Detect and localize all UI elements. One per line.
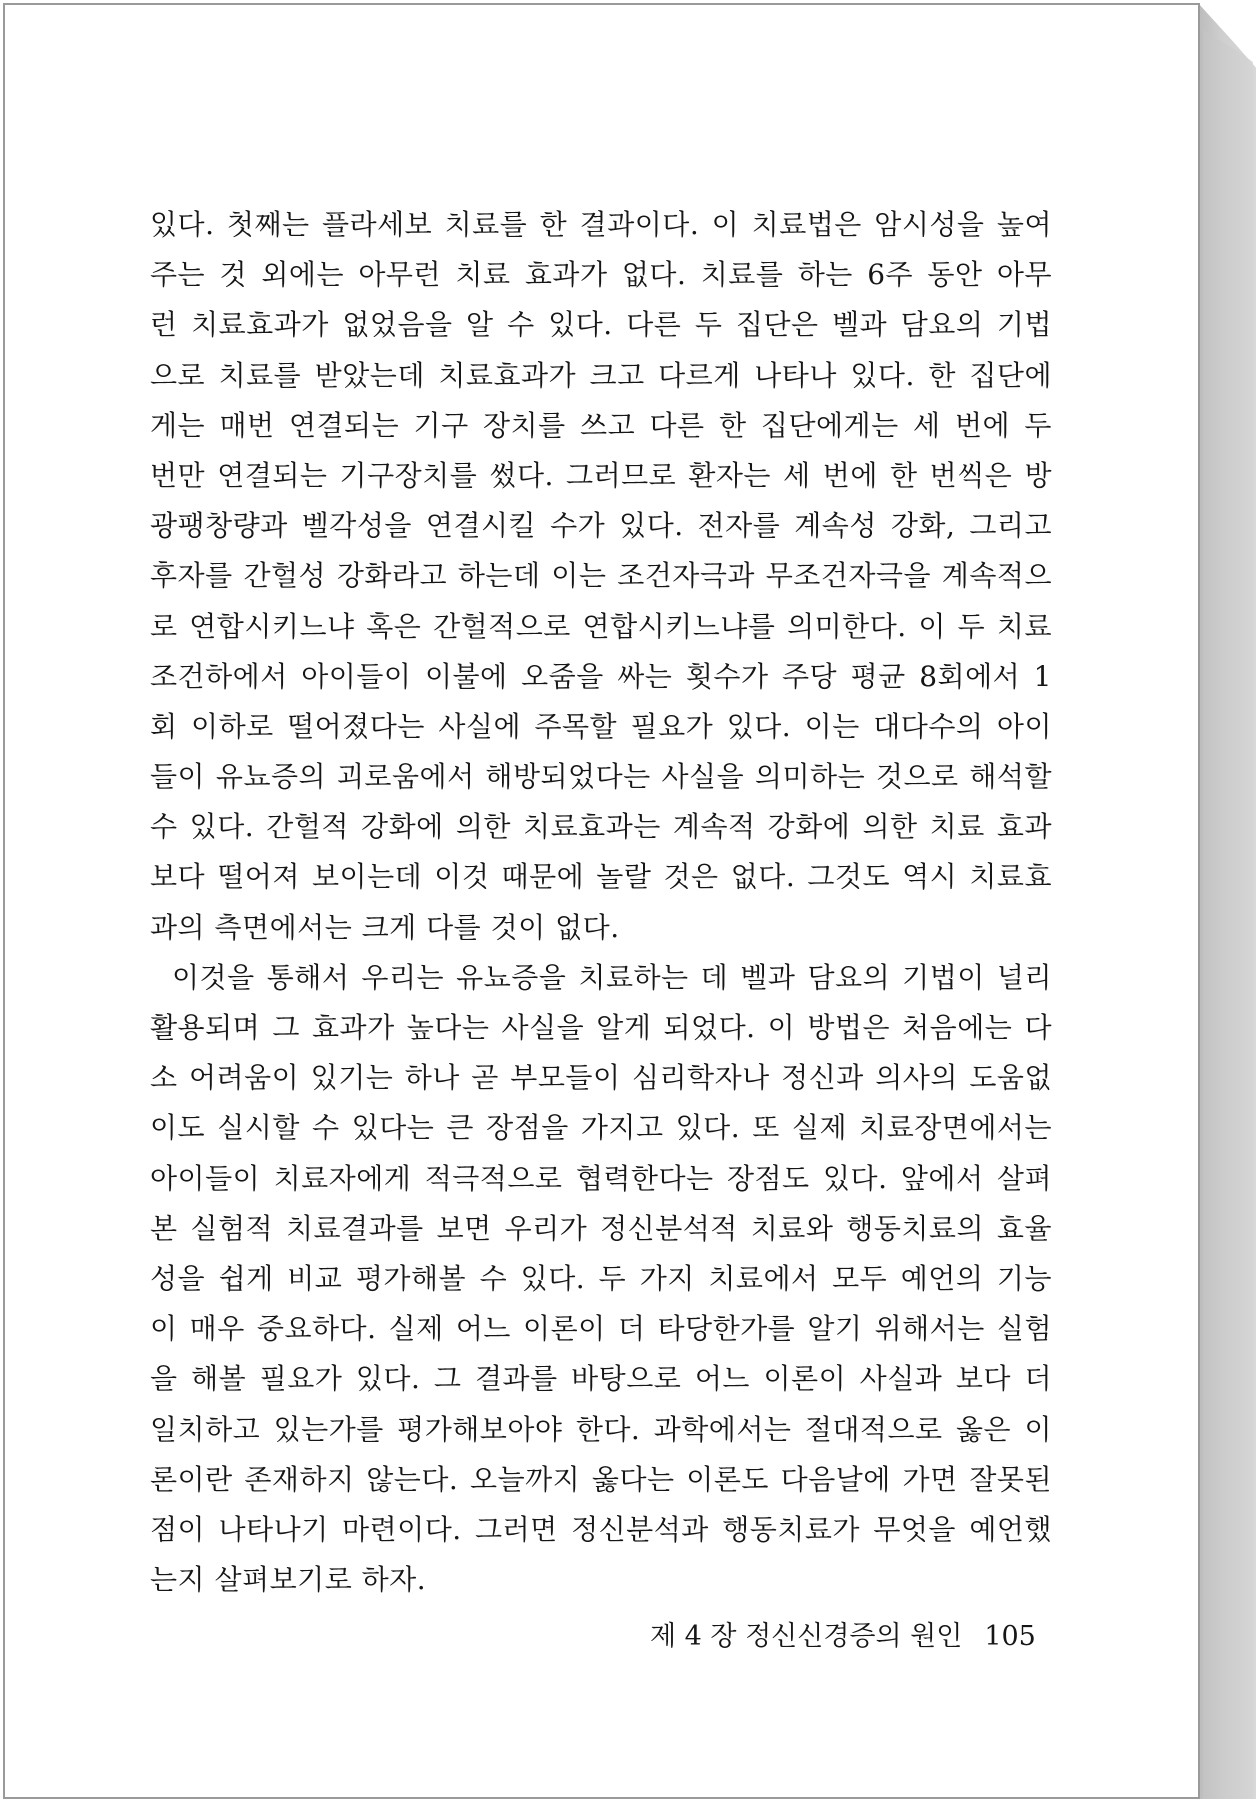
page-number: 105 bbox=[984, 1621, 1036, 1652]
text-line: 수 있다. 간헐적 강화에 의한 치료효과는 계속적 강화에 의한 치료 효과 bbox=[150, 810, 1052, 844]
text-line: 성을 쉽게 비교 평가해볼 수 있다. 두 가지 치료에서 모두 예언의 기능 bbox=[150, 1261, 1052, 1295]
page-stack-edge-inner bbox=[1203, 30, 1253, 1799]
text-line: 점이 나타나기 마련이다. 그러면 정신분석과 행동치료가 무엇을 예언했 bbox=[150, 1512, 1052, 1546]
text-line: 본 실험적 치료결과를 보면 우리가 정신분석적 치료와 행동치료의 효율 bbox=[150, 1211, 1052, 1245]
page-footer bbox=[650, 1614, 1036, 1653]
text-line: 보다 떨어져 보이는데 이것 때문에 놀랄 것은 없다. 그것도 역시 치료효 bbox=[150, 860, 1052, 894]
text-line: 론이란 존재하지 않는다. 오늘까지 옳다는 이론도 다음날에 가면 잘못된 bbox=[150, 1462, 1052, 1496]
text-line: 후자를 간헐성 강화라고 하는데 이는 조건자극과 무조건자극을 계속적으 bbox=[150, 559, 1052, 593]
paragraph-end-line: 는지 살펴보기로 하자. bbox=[150, 1563, 427, 1597]
text-line: 조건하에서 아이들이 이불에 오줌을 싸는 횟수가 주당 평균 8회에서 1 bbox=[150, 659, 1052, 693]
text-line: 아이들이 치료자에게 적극적으로 협력한다는 장점도 있다. 앞에서 살펴 bbox=[150, 1161, 1052, 1195]
text-line: 들이 유뇨증의 괴로움에서 해방되었다는 사실을 의미하는 것으로 해석할 bbox=[150, 760, 1052, 794]
text-line: 주는 것 외에는 아무런 치료 효과가 없다. 치료를 하는 6주 동안 아무 bbox=[150, 258, 1052, 292]
text-line: 광팽창량과 벨각성을 연결시킬 수가 있다. 전자를 계속성 강화, 그리고 bbox=[150, 509, 1052, 543]
text-line: 런 치료효과가 없었음을 알 수 있다. 다른 두 집단은 벨과 담요의 기법 bbox=[150, 308, 1052, 342]
text-line: 을 해볼 필요가 있다. 그 결과를 바탕으로 어느 이론이 사실과 보다 더 bbox=[150, 1362, 1052, 1396]
text-line: 일치하고 있는가를 평가해보아야 한다. 과학에서는 절대적으로 옳은 이 bbox=[150, 1412, 1052, 1446]
body-text bbox=[150, 200, 1052, 1605]
text-line: 이 매우 중요하다. 실제 어느 이론이 더 타당한가를 알기 위해서는 실험 bbox=[150, 1312, 1052, 1346]
text-line: 소 어려움이 있기는 하나 곧 부모들이 심리학자나 정신과 의사의 도움없 bbox=[150, 1061, 1052, 1095]
text-line: 활용되며 그 효과가 높다는 사실을 알게 되었다. 이 방법은 처음에는 다 bbox=[150, 1011, 1052, 1044]
text-line: 번만 연결되는 기구장치를 썼다. 그러므로 환자는 세 번에 한 번씩은 방 bbox=[150, 458, 1052, 492]
paragraph-end-line: 과의 측면에서는 크게 다를 것이 없다. bbox=[150, 910, 620, 944]
text-line: 으로 치료를 받았는데 치료효과가 크고 다르게 나타나 있다. 한 집단에 bbox=[150, 358, 1052, 392]
text-line: 이도 실시할 수 있다는 큰 장점을 가지고 있다. 또 실제 치료장면에서는 bbox=[150, 1111, 1052, 1145]
running-title: 제 4 장 정신신경증의 원인 bbox=[650, 1621, 963, 1652]
text-line: 있다. 첫째는 플라세보 치료를 한 결과이다. 이 치료법은 암시성을 높여 bbox=[150, 208, 1052, 241]
text-line: 로 연합시키느냐 혹은 간헐적으로 연합시키느냐를 의미한다. 이 두 치료 bbox=[150, 609, 1052, 643]
text-line: 게는 매번 연결되는 기구 장치를 쓰고 다른 한 집단에게는 세 번에 두 bbox=[150, 408, 1052, 442]
paragraph-start-line: 이것을 통해서 우리는 유뇨증을 치료하는 데 벨과 담요의 기법이 널리 bbox=[172, 960, 1052, 994]
text-line: 회 이하로 떨어졌다는 사실에 주목할 필요가 있다. 이는 대다수의 아이 bbox=[150, 709, 1052, 743]
